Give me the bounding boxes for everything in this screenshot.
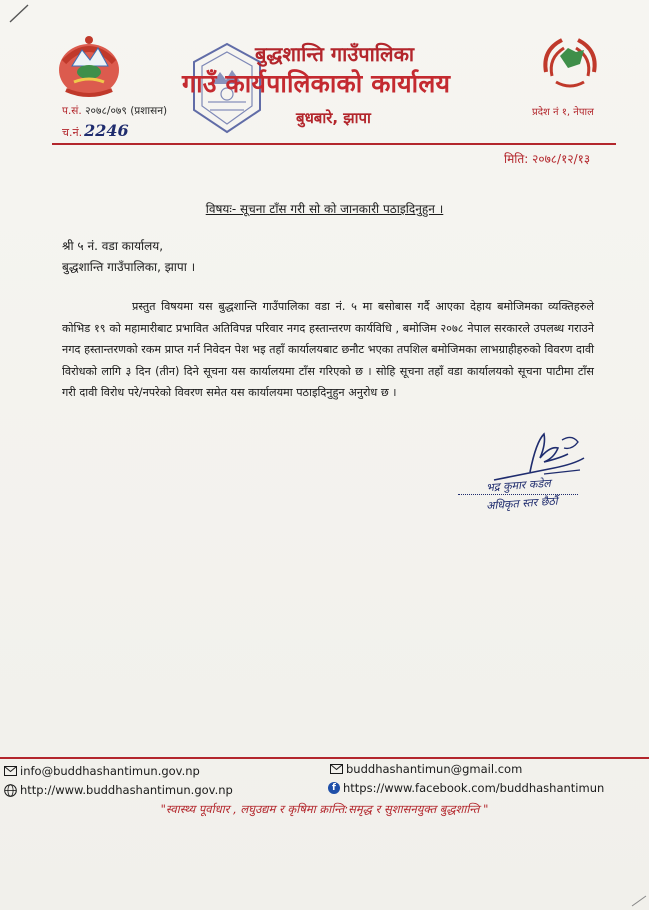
body-text: प्रस्तुत विषयमा यस बुद्धशान्ति गाउँपालिका वडा नं. ५ मा बसोबास गर्दै आएका देहाय बमोजिमका व्यक्तिहरुले कोभिड १९ को महामारीबाट प्रभावित अतिविपन्न परिवार नगद हस्तान्तरण कार्यविधि , बमोजिम २०७८ नेपाल सरकारले उपलब्ध गराउने नगद हस्तान्तरणको रकम प्राप्त गर्न निवेदन पेश भइ तहाँ कार्यालयबाट छनौट भएका तपशिल बमोजिमका लाभग्राहीहरुको विवरण दावी विरोधको लागि ३ दिन (तीन) दिने सूचना यस कार्यालयमा टाँस गरिएको छ । सोहि सूचना तहाँ वडा कार्यालयको सूचना पाटीमा टाँस गरी दावी विरोध परे/नपरेको विवरण समेत यस कार्यालयमा पठाइदिनुहुन अनुरोध छ । — [62, 300, 594, 399]
signatory-title: अधिकृत स्तर छैठौं — [485, 494, 559, 513]
corner-fold-icon — [630, 894, 648, 908]
signatory-name: भद्र कुमार कडेल — [485, 476, 552, 495]
dispatch-number-value: 2246 — [84, 121, 129, 140]
dispatch-label: च.नं. — [62, 126, 83, 139]
footer-email[interactable] — [4, 764, 200, 778]
reference-value: २०७८/०७९ (प्रशासन) — [85, 105, 168, 117]
footer-facebook-text[interactable]: https://www.facebook.com/buddhashantimun — [343, 781, 605, 795]
mail-icon — [330, 764, 343, 774]
office-name: गाउँ कार्यपालिकाको कार्यालय — [182, 69, 451, 98]
footer-gmail[interactable] — [330, 762, 522, 776]
header-divider — [52, 143, 616, 145]
corner-mark-icon — [8, 2, 32, 24]
nepal-emblem-icon — [52, 32, 126, 102]
letter-date: मिति: २०७८/१२/१३ — [504, 152, 591, 166]
footer-motto: "स्वास्थ्य पूर्वाधार , लघुउद्यम र कृषिमा क्रान्ति:समृद्ध र सुशासनयुक्त बुद्धशान्ति " — [160, 802, 489, 816]
footer-facebook[interactable] — [328, 781, 604, 795]
province-label: प्रदेश नं १, नेपाल — [532, 107, 594, 118]
mail-icon — [4, 766, 17, 776]
reference-label: प.सं. — [62, 105, 82, 117]
province-emblem-icon — [538, 32, 602, 92]
footer-website[interactable] — [4, 783, 233, 797]
footer-email-text[interactable]: info@buddhashantimun.gov.np — [20, 764, 200, 778]
globe-icon — [4, 784, 17, 797]
letter-subject — [0, 200, 649, 217]
addressee-line-2: बुद्धशान्ति गाउँपालिका, झापा । — [62, 260, 196, 274]
reference-number — [62, 104, 167, 118]
org-name: बुद्धशान्ति गाउँपालिका — [255, 42, 415, 66]
addressee-block — [62, 236, 195, 278]
footer-gmail-text[interactable]: buddhashantimun@gmail.com — [346, 762, 523, 776]
subject-text: विषयः- सूचना टाँस गरी सो को जानकारी पठाइदिनुहुन । — [205, 202, 444, 216]
dispatch-number — [62, 121, 129, 140]
office-address: बुधबारे, झापा — [296, 109, 371, 127]
footer-website-text[interactable]: http://www.buddhashantimun.gov.np — [20, 783, 233, 797]
signature-line — [458, 494, 578, 495]
addressee-line-1: श्री ५ नं. वडा कार्यालय, — [62, 239, 164, 253]
letter-body — [62, 296, 594, 404]
footer-divider — [0, 757, 649, 759]
facebook-icon: f — [328, 782, 340, 794]
